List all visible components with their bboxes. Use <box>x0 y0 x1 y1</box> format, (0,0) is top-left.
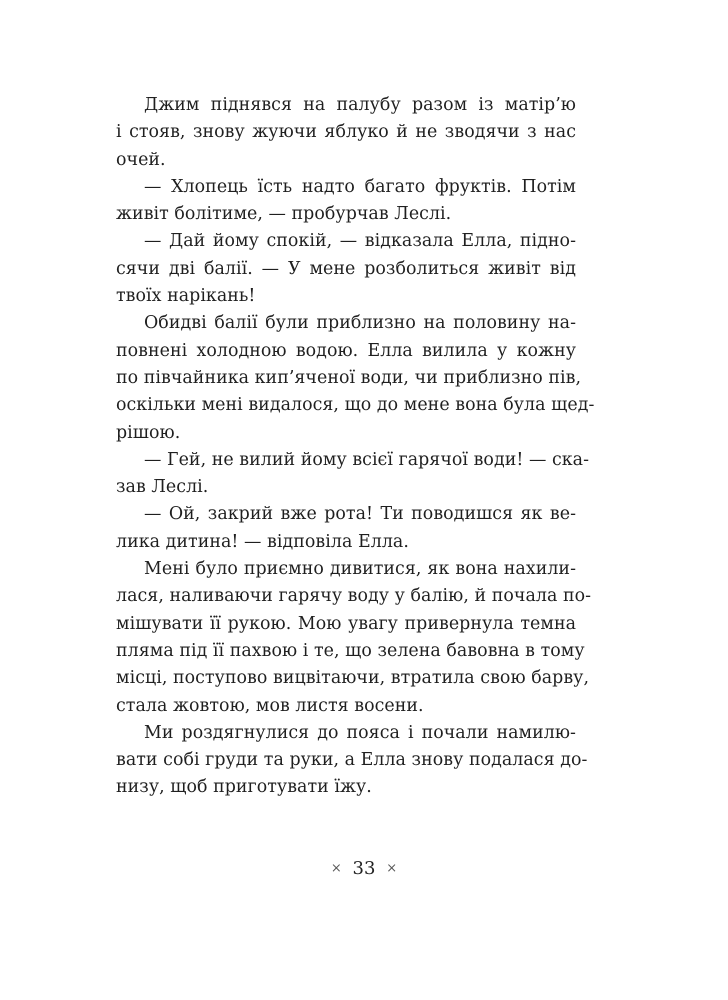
text-line: Мені було приємно дивитися, як вона нахили- <box>144 559 576 580</box>
text-line: — Дай йому спокій, — відказала Елла, підно- <box>144 231 576 252</box>
text-line: і стояв, знову жуючи яблуко й не зводячи з нас <box>116 122 576 143</box>
text-line: твоїх нарікань! <box>116 286 256 307</box>
text-line: низу, щоб приготувати їжу. <box>116 777 372 798</box>
page-footer <box>0 856 728 882</box>
text-line: Обидві балії були приблизно на половину на- <box>144 313 576 334</box>
text-line: живіт болітиме, — пробурчав Леслі. <box>116 204 452 225</box>
text-line: по півчайника кип’яченої води, чи приблизно пів, <box>116 367 582 388</box>
text-line: сячи дві балії. — У мене розболиться живіт від <box>116 258 576 279</box>
body-text <box>116 92 595 802</box>
text-line: оскільки мені видалося, що до мене вона була щед- <box>116 395 595 416</box>
text-line: — Ой, закрий вже рота! Ти поводишся як ве- <box>144 504 576 525</box>
text-line: — Гей, не вилий йому всієї гарячої води! — ска- <box>144 449 590 470</box>
text-line: місці, поступово вицвітаючи, втратила свою барву, <box>116 668 590 689</box>
text-line: — Хлопець їсть надто багато фруктів. Потім <box>144 176 576 197</box>
text-line: лася, наливаючи гарячу воду у балію, й почала по- <box>116 586 592 607</box>
text-line: повнені холодною водою. Елла вилила у кожну <box>116 340 576 361</box>
text-line: очей. <box>116 149 166 170</box>
text-line: мішувати її рукою. Мою увагу привернула темна <box>116 613 576 634</box>
text-line: Ми роздягнулися до пояса і почали намилю- <box>144 722 576 743</box>
text-line: Джим піднявся на палубу разом із матір’ю <box>144 95 576 115</box>
text-line: рішою. <box>116 422 181 443</box>
text-line: зав Леслі. <box>116 477 209 498</box>
footer-left-ornament: × <box>330 861 342 876</box>
footer-right-ornament: × <box>386 861 398 876</box>
text-line: вати собі груди та руки, а Елла знову подалася до- <box>116 750 588 771</box>
text-line: стала жовтою, мов листя восени. <box>116 695 424 716</box>
page-number: 33 <box>352 858 376 879</box>
text-line: лика дитина! — відповіла Елла. <box>116 531 409 552</box>
text-line: пляма під її пахвою і те, що зелена бавовна в тому <box>116 640 585 661</box>
